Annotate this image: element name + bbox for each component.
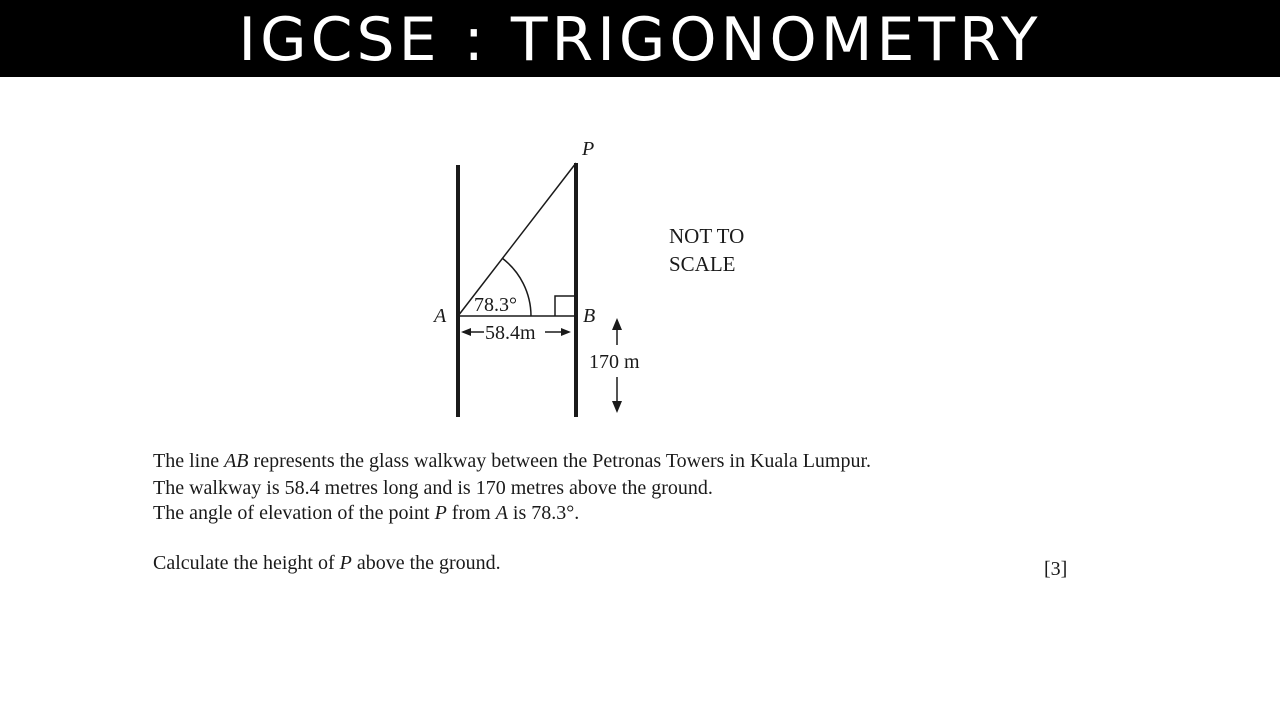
q3-post: is 78.3°.	[507, 502, 580, 524]
question-line-3	[153, 502, 871, 524]
right-angle-marker	[555, 296, 576, 316]
q1-pre: The line	[153, 450, 225, 472]
question-line-2: The walkway is 58.4 metres long and is 170 metres above the ground.	[153, 477, 713, 499]
angle-label: 78.3°	[474, 294, 517, 316]
height-arrowhead-up	[612, 318, 622, 330]
height-arrowhead-down	[612, 401, 622, 413]
q3-pre: The angle of elevation of the point	[153, 502, 435, 524]
walkway-length-label: 58.4m	[485, 322, 536, 344]
walkway-arrowhead-right	[561, 328, 571, 336]
q3-mid: from	[446, 502, 496, 524]
height-unit-label: m	[624, 351, 640, 373]
not-to-scale-note	[669, 222, 744, 278]
page-title: IGCSE : TRIGONOMETRY	[238, 4, 1042, 75]
note-line-2: SCALE	[669, 252, 736, 276]
question-text	[153, 448, 871, 577]
walkway-arrowhead-left	[461, 328, 471, 336]
q1-var: AB	[224, 450, 249, 472]
q4-post: above the ground.	[351, 552, 501, 574]
question-line-4	[153, 550, 871, 577]
marks-label: [3]	[1044, 558, 1068, 580]
note-line-1: NOT TO	[669, 224, 745, 248]
q4-var: P	[339, 552, 352, 574]
label-a: A	[434, 305, 447, 327]
q4-pre: Calculate the height of	[153, 552, 340, 574]
label-p: P	[582, 138, 595, 160]
q3-var1: P	[434, 502, 447, 524]
q3-var2: A	[495, 502, 508, 524]
label-b: B	[583, 305, 596, 327]
q1-post: represents the glass walkway between the Petronas Towers in Kuala Lumpur.	[248, 450, 872, 472]
height-value-label: 170	[589, 351, 619, 373]
question-line-1	[153, 448, 871, 475]
